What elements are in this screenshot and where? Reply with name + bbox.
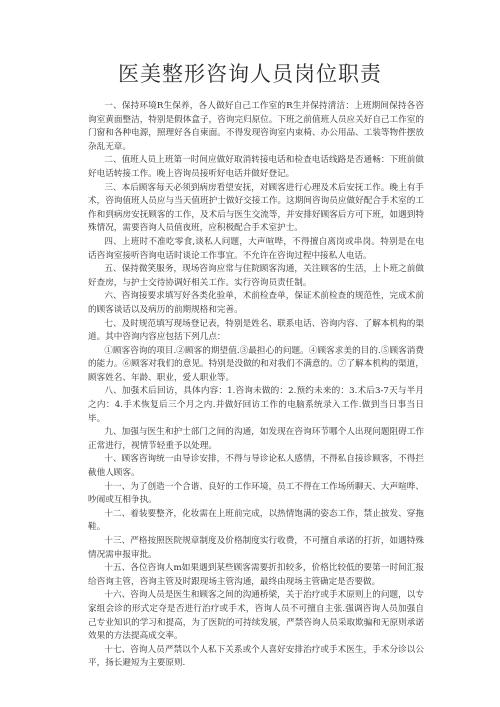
paragraph-12: 十二、着装要整齐，化妆需在上班前完成，以热情饱满的姿态工作，禁止披发、穿拖鞋。 [88,508,424,533]
paragraph-17: 十七、咨询人员严禁以个人私下关系或个人喜好安排治疗或手术医生，手术分诊以公平，扬长避短为主要原则. [88,644,424,669]
paragraph-9: 九、加强与医生和护士部门之间的沟通，如发现在咨询环节哪个人出现问题阻碍工作正常进行，视情节轻重予以处理。 [88,427,424,451]
paragraph-1: 一、保持环境R生保养，各人做好自己工作室的R生并保持清洁：上班期间保持各咨询室黄面整洁，特别是假体盒子，咨询完归原位。下班之前值班人员应关好自己工作室的门窗和各种电源，照理好各自柬面。不得发现咨询室内束椅、办公用品、工装等物件摆放杂乱无章。 [88,101,424,152]
paragraph-5: 五、保持微笑服务，现场咨询应常与住院顾客沟通，关注顾客的生活，上卜班之前做好查房，与护士交待协调好相关工作。实行咨询员责任制。 [88,264,424,288]
paragraph-16: 十六、咨询人员是医生和顾客之间的沟通桥梁，关于治疗或手术原则上的问题，以专家组会诊的形式定夺是否进行治疗或手术，咨询人员不可擅自主张.强调咨询人员加强自己专业知识的学习和提高，为了医院的可持续发展，严禁咨询人员采取欺骗和无原则承诺效果的方法提高成交率。 [88,590,424,642]
document-body [88,100,424,671]
document-title: 医美整形咨询人员岗位职责 [118,62,382,86]
paragraph-15: 十五、各位咨询人m如果遇到某些顾客需要折扣较多，价格比较低的要第一时间汇报给咨询主管，咨询主管及时跟现场主管沟通，最终由现场主管确定是否要做。 [88,563,424,587]
paragraph-3: 三、本后顾客每天必须到病房看望安抚，对顾客进行心理及术后安抚工作。晚上有手术，咨询值班人员应与当天值班护士做好交接工作。这期间咨询员应做好配合手术室的工作和到病房安抚顾客的工作，及术后与医生交流等，并安排好顾客后方可下班，如遇到特殊情况，需要咨询人员值夜班，应积极配合手术室护士。 [88,182,424,234]
paragraph-6: 六、咨询接要求填写好各类化验单，术前检查单，保证术前检查的规范性，完成术前的顾客谈话以及病历的前期规格和完善。 [88,291,424,315]
paragraph-10: 十、顾客咨询统一由导诊安排，不得与导诊论私人感情，不得私自接诊顾客，不得拦截他人顾客。 [88,454,424,479]
paragraph-4: 四、上班时不准吃零食,谈私人问题，大声喧哗，不得擅自离岗或串岗。特别是在电话咨询室接听咨询电话时谈论工作事宜。不允许在咨询过程中接私人电话。 [88,236,424,261]
paragraph-11: 十一、为了创造一个合谐、良好的工作环境，员工不得在工作场所聊天、大声喧哗、吵闹或互相争执。 [88,481,424,506]
paragraph-13: 十三、严格按照医院规章制度及价格制度实行收费，不可擅自承诺的打折，如遇特殊情况需申报审批。 [88,536,424,560]
paragraph-2: 二、值班人员上班第一时间应做好取消转接电话和检查电话线路是否通畅：下班前做好电话转接工作。晚上咨询员接听好电话并做好登记。 [88,155,424,179]
paragraph-8: 八、加强术后回访，具体内容：1.咨询未做的：2.预约未来的：3.术后3-7天与半月之内：4.手术恢复后三个月之内.并做好回访工作的电脑系统录入工作.做到当日事当日毕。 [88,386,424,424]
paragraph-7-list: ①顾客咨询的项目.②顾客的期望值.③最担心的问题。④顾客求美的目的.⑤顾客消费的能力。⑥顾客对我们的意见。特别是没做的和对我们不满意的。⑦了解本机构的渠道，顾客姓名、年龄、职业，爱人职业等。 [88,345,424,383]
paragraph-7: 七、及时规范填写现场登记表，特别是姓名、联系电话、咨询内容、了解本机构的渠道。其中咨询内容应包括下列几点： [88,318,424,343]
